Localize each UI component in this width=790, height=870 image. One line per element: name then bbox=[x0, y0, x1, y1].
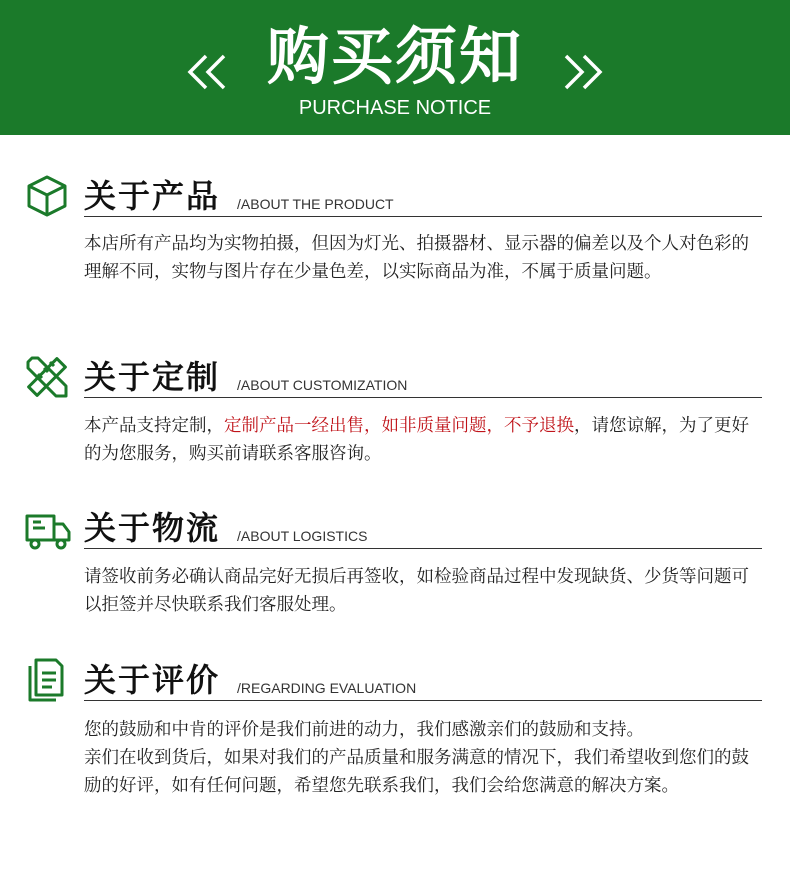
section-divider bbox=[84, 548, 762, 549]
cube-icon bbox=[24, 173, 70, 219]
delivery-truck-icon bbox=[24, 508, 72, 554]
document-icon bbox=[24, 657, 70, 703]
section-text-normal: 本产品支持定制， bbox=[84, 416, 224, 436]
section-title: 关于定制 bbox=[84, 358, 221, 396]
section-text: 请签收前务必确认商品完好无损后再签收，如检验商品过程中发现缺货、少货等问题可以拒签并尽快联系我们客服处理。 bbox=[84, 567, 749, 615]
header-banner bbox=[0, 0, 790, 135]
section-text bbox=[84, 412, 764, 468]
section-title: 关于评价 bbox=[84, 661, 221, 699]
ruler-pencil-icon bbox=[24, 354, 70, 400]
section-title: 关于产品 bbox=[84, 177, 221, 215]
section-subtitle: /ABOUT CUSTOMIZATION bbox=[237, 377, 408, 393]
section-subtitle: /ABOUT LOGISTICS bbox=[237, 528, 368, 544]
section-divider bbox=[84, 397, 762, 398]
page-subtitle: PURCHASE NOTICE bbox=[298, 97, 492, 119]
section-text-line: 您的鼓励和中肯的评价是我们前进的动力，我们感激亲们的鼓励和支持。 bbox=[84, 720, 644, 740]
section-text: 本店所有产品均为实物拍摄，但因为灯光、拍摄器材、显示器的偏差以及个人对色彩的理解不同，实物与图片存在少量色差，以实际商品为准，不属于质量问题。 bbox=[84, 234, 749, 282]
section-title: 关于物流 bbox=[84, 509, 221, 547]
section-text-highlight: 定制产品一经出售，如非质量问题，不予退换 bbox=[224, 416, 574, 436]
section-text-normal: ，请您谅解，为了更好的为您服务，购买前请联系客服咨询。 bbox=[84, 416, 749, 464]
section-subtitle: /ABOUT THE PRODUCT bbox=[237, 196, 394, 212]
section-text-line: 亲们在收到货后，如果对我们的产品质量和服务满意的情况下，我们希望收到您们的鼓励的好评，如有任何问题，希望您先联系我们，我们会给您满意的解决方案。 bbox=[84, 748, 749, 796]
section-divider bbox=[84, 700, 762, 701]
section-text bbox=[84, 716, 764, 800]
chevron-right-double-icon bbox=[560, 54, 604, 90]
section-divider bbox=[84, 216, 762, 217]
page-title: 购买须知 bbox=[266, 20, 523, 93]
section-subtitle: /REGARDING EVALUATION bbox=[237, 680, 417, 696]
